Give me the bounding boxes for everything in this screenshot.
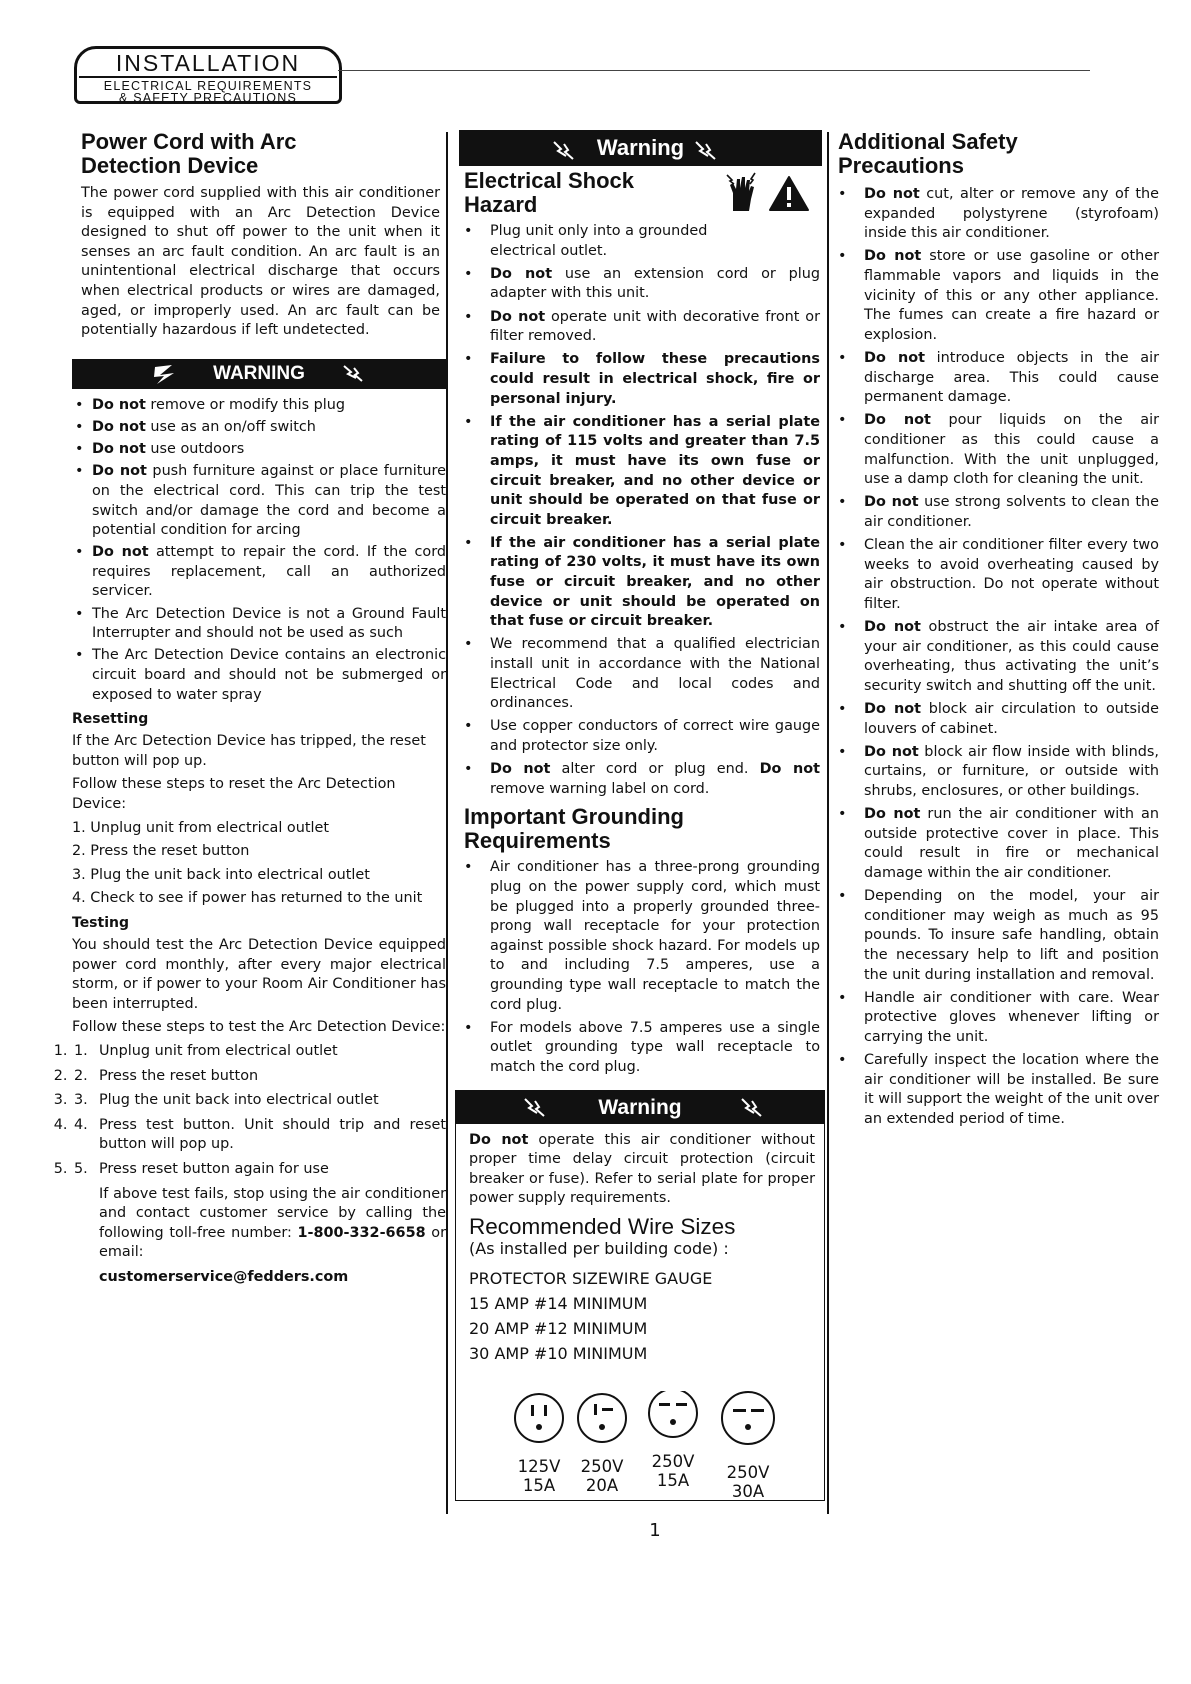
lightning-spark-icon: [520, 1096, 548, 1129]
warning-triangle-icon: [768, 175, 810, 216]
table-row: 20 AMP #12 MINIMUM: [469, 1318, 648, 1338]
list-item: • If the air conditioner has a serial plate rating of 115 volts and greater than 7.5 amps, it must have its own fuse or circuit breaker, and no other device or unit should be operated on that fuse or circuit breaker.: [464, 413, 820, 531]
list-item: 3. 3. Plug the unit back into electrical outlet: [72, 1091, 446, 1111]
list-item: • Do not obstruct the air intake area of your air conditioner, as this could cause overheating, thus activating the unit’s security switch and shutting off the unit.: [838, 618, 1159, 696]
lightning-spark-icon: [737, 1096, 765, 1129]
list-item: • Do not block air circulation to outside louvers of cabinet.: [838, 700, 1159, 739]
section-subtitle-line1: ELECTRICAL REQUIREMENTS: [103, 79, 313, 93]
left-column: [72, 130, 446, 1287]
resetting-text: If the Arc Detection Device has tripped, the reset button will pop up.: [72, 733, 426, 769]
table-row: 15 AMP #14 MINIMUM: [469, 1293, 648, 1313]
electric-hand-icon: [724, 171, 760, 217]
list-item: • Do not remove or modify this plug: [72, 396, 446, 416]
testing-instructions: Follow these steps to test the Arc Detection Device:: [72, 1019, 446, 1036]
lightning-icon: [152, 363, 178, 395]
list-item: • For models above 7.5 amperes use a single outlet grounding type wall receptacle to match the cord plug.: [464, 1019, 820, 1078]
test-steps: [72, 1042, 446, 1180]
outlet-label: 250V 15A: [651, 1451, 695, 1490]
list-item: • Do not store or use gasoline or other flammable vapors and liquids in the vicinity of this or any other appliance. The fumes can create a fire hazard or explosion.: [838, 247, 1159, 345]
list-item: • Do not use outdoors: [72, 440, 446, 460]
customer-service-phone: 1-800-332-6658: [297, 1224, 426, 1241]
list-item: • Air conditioner has a three-prong grounding plug on the power supply cord, which must be plugged into a properly grounded three-prong wall receptacle for your protection against possible shock hazard. For models up to and including 7.5 amperes, use a grounding type wall receptacle to match the cord plug.: [464, 858, 820, 1015]
reset-steps: [72, 819, 446, 909]
list-item: 3. Plug the unit back into electrical outlet: [72, 866, 370, 883]
list-item: • Do not alter cord or plug end. Do not remove warning label on cord.: [464, 760, 820, 799]
list-item: • Do not use an extension cord or plug adapter with this unit.: [464, 265, 820, 304]
column-divider-left: [446, 132, 448, 1514]
shock-hazard-title: Electrical Shock Hazard: [464, 168, 634, 217]
lightning-spark-icon: [691, 137, 719, 173]
list-item: • Handle air conditioner with care. Wear protective gloves whenever lifting or carrying the unit.: [838, 989, 1159, 1048]
warning-bar: [456, 1091, 824, 1124]
page-number: 1: [649, 1520, 661, 1541]
grounding-title: Important Grounding Requirements: [464, 804, 684, 854]
list-item: • Carefully inspect the location where the air conditioner will be installed. Be sure it will support the weight of the unit over an extended period of time.: [838, 1051, 1159, 1129]
wire-sizes-subtitle: (As installed per building code) :: [469, 1238, 729, 1258]
list-item: • The Arc Detection Device is not a Ground Fault Interrupter and should not be used as such: [72, 605, 446, 644]
lightning-spark-icon: [340, 364, 366, 394]
list-item: 1. Unplug unit from electrical outlet: [72, 819, 329, 836]
list-item: • Do not push furniture against or place furniture on the electrical cord. This can trip the test switch and/or damage the cord and become a potential condition for arcing: [72, 462, 446, 540]
list-item: • Depending on the model, your air conditioner may weigh as much as 95 pounds. To insure safe handling, obtain the necessary help to lift and position the unit during installation and removal.: [838, 887, 1159, 985]
list-item: • Do not block air flow inside with blinds, curtains, or furniture, or outside with shrubs, enclosures, or other buildings.: [838, 743, 1159, 802]
resetting-instructions: Follow these steps to reset the Arc Detection Device:: [72, 776, 396, 812]
list-item: • Do not operate unit with decorative front or filter removed.: [464, 308, 820, 347]
list-item: 2. 2. Press the reset button: [72, 1067, 446, 1087]
list-item: • Do not run the air conditioner with an outside protective cover in place. This could result in fire or mechanical damage within the air conditioner.: [838, 805, 1159, 883]
list-item: • Do not use as an on/off switch: [72, 418, 446, 438]
arc-warning-list: [72, 396, 446, 705]
table-row: PROTECTOR SIZEWIRE GAUGE: [469, 1268, 713, 1288]
list-item: 2. Press the reset button: [72, 843, 250, 860]
list-item: • Use copper conductors of correct wire gauge and protector size only.: [464, 717, 820, 756]
list-item: • We recommend that a qualified electrician install unit in accordance with the National Electrical Code and local codes and ordinances.: [464, 635, 820, 713]
wire-sizes-title: Recommended Wire Sizes: [469, 1213, 736, 1239]
outlet-125v-15a-icon: [515, 1394, 563, 1442]
additional-safety-list: [838, 185, 1159, 1129]
outlet-250v-15a-icon: [649, 1391, 697, 1437]
section-header-tab: [74, 46, 342, 104]
customer-service-email: customerservice@fedders.com: [99, 1268, 349, 1285]
list-item: 5. 5. Press reset button again for use: [72, 1160, 446, 1180]
outlet-250v-30a-icon: [722, 1392, 774, 1444]
wire-size-table: [469, 1266, 824, 1366]
outlet-label: 250V 20A: [580, 1456, 624, 1495]
list-item: • Do not use strong solvents to clean the air conditioner.: [838, 493, 1159, 532]
wire-size-box: [455, 1090, 825, 1501]
list-item: • Do not pour liquids on the air conditioner as this could cause a malfunction. With the unit unplugged, use a damp cloth for cleaning the unit.: [838, 411, 1159, 489]
outlet-label: 125V 15A: [517, 1456, 561, 1495]
shock-hazard-list: [464, 222, 820, 799]
section-title: INSTALLATION: [115, 50, 301, 76]
list-item: 4. Check to see if power has returned to the unit: [72, 890, 423, 907]
warning-bar-label: WARNING: [213, 362, 305, 384]
header-rule: [338, 70, 1090, 71]
warning-bar: [459, 130, 822, 166]
middle-column: [459, 130, 822, 1501]
list-item: • If the air conditioner has a serial plate rating of 230 volts, it must have its own fuse or circuit breaker, and no other device or unit should be operated on that fuse or circuit breaker.: [464, 534, 820, 632]
warning-bar-label: Warning: [596, 135, 685, 160]
list-item: 4. 4. Press test button. Unit should trip and reset button will pop up.: [72, 1116, 446, 1155]
list-item: • Failure to follow these precautions could result in electrical shock, fire or personal injury.: [464, 350, 820, 409]
outlet-diagrams: [456, 1391, 826, 1451]
test-fail-text: If above test fails, stop using the air conditioner and contact customer service by calling the following toll-free number: 1-800-332-6658 or email:: [99, 1185, 447, 1261]
grounding-list: [464, 858, 820, 1077]
list-item: • Do not cut, alter or remove any of the expanded polystyrene (styrofoam) inside this air conditioner.: [838, 185, 1159, 244]
section-subtitle-line2: & SAFETY PRECAUTIONS: [119, 91, 297, 105]
circuit-protection-warning: Do not operate this air conditioner without proper time delay circuit protection (circuit breaker or fuse). Refer to serial plate for proper power supply requirements.: [469, 1131, 815, 1207]
additional-safety-title: Additional Safety Precautions: [838, 129, 1018, 178]
list-item: • Plug unit only into a grounded electrical outlet.: [464, 222, 820, 261]
testing-heading: Testing: [72, 914, 129, 931]
section-subtitle-band: [79, 76, 337, 105]
list-item: • Clean the air conditioner filter every two weeks to avoid overheating caused by air obstruction. Do not operate without filter.: [838, 536, 1159, 614]
warning-bar-label: Warning: [598, 1095, 682, 1119]
column-divider-right: [827, 132, 829, 1514]
list-item: 1. 1. Unplug unit from electrical outlet: [72, 1042, 446, 1062]
outlet-250v-20a-icon: [578, 1394, 626, 1442]
list-item: • Do not introduce objects in the air discharge area. This could cause permanent damage.: [838, 349, 1159, 408]
list-item: • Do not attempt to repair the cord. If the cord requires replacement, call an authorized servicer.: [72, 543, 446, 602]
list-item: • The Arc Detection Device contains an electronic circuit board and should not be submerged or exposed to water spray: [72, 646, 446, 705]
warning-bar: [72, 359, 446, 389]
outlet-label: 250V 30A: [726, 1462, 770, 1501]
arc-device-intro: The power cord supplied with this air conditioner is equipped with an Arc Detection Device designed to shut off power to the unit when it senses an arc fault condition. An arc fault is an unintentional electrical discharge that occurs when electrical products or wires are damaged, aged, or improperly used. An arc fault can be potentially hazardous if left undetected.: [81, 185, 440, 339]
right-column: [838, 130, 1161, 1133]
table-row: 30 AMP #10 MINIMUM: [469, 1343, 648, 1363]
testing-text: You should test the Arc Detection Device equipped power cord monthly, after every major electrical storm, or if power to your Room Air Conditioner has been interrupted.: [72, 936, 446, 1012]
arc-device-title: Power Cord with Arc Detection Device: [81, 129, 297, 178]
resetting-heading: Resetting: [72, 711, 149, 728]
